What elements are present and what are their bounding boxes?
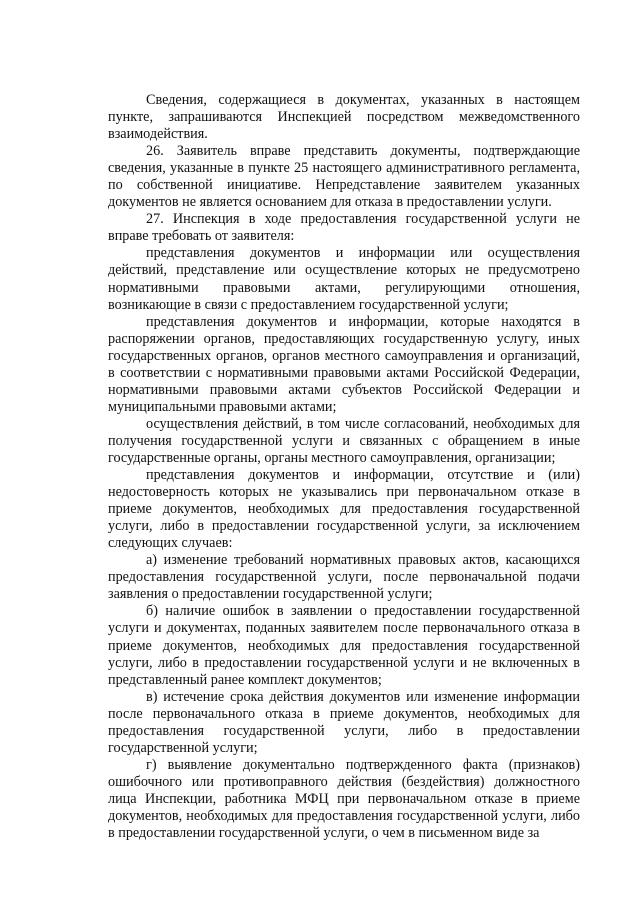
paragraph-27-item-4: представления документов и информации, отсутствие и (или) недостоверность которых не указывались при первоначальном отказе в приеме документов, необходимых для предоставления государственной услуги, либо в предоставлении государственной услуги, за исключением следующих случаев: (108, 467, 580, 552)
document-page (108, 92, 580, 842)
paragraph-27-item-3: осуществления действий, в том числе согласований, необходимых для получения государственной услуги и связанных с обращением в иные государственные органы, органы местного самоуправления, организации; (108, 415, 580, 466)
paragraph-case-v: в) истечение срока действия документов или изменение информации после первоначального отказа в приеме документов, необходимых для предоставления государственной услуги, либо в предоставлении государственной услуги; (108, 688, 580, 756)
paragraph-case-a: а) изменение требований нормативных правовых актов, касающихся предоставления государственной услуги, после первоначальной подачи заявления о предоставлении государственной услуги; (108, 552, 580, 603)
paragraph-27-item-2: представления документов и информации, которые находятся в распоряжении органов, предоставляющих государственную услугу, иных государственных органов, органов местного самоуправления и организаций, в соответствии с нормативными правовыми актами Российской Федерации, нормативными правовыми актами субъектов Российской Федерации и муниципальными правовыми актами; (108, 313, 580, 415)
paragraph-info-requested: Сведения, содержащиеся в документах, указанных в настоящем пункте, запрашиваются Инспекцией посредством межведомственного взаимодействия. (108, 92, 580, 143)
paragraph-27-item-1: представления документов и информации или осуществления действий, представление или осуществление которых не предусмотрено нормативными правовыми актами, регулирующими отношения, возникающие в связи с предоставлением государственной услуги; (108, 245, 580, 313)
paragraph-case-b: б) наличие ошибок в заявлении о предоставлении государственной услуги и документах, поданных заявителем после первоначального отказа в приеме документов, необходимых для предоставления государственной услуги, либо в предоставлении государственной услуги и не включенных в представленный ранее комплект документов; (108, 603, 580, 688)
paragraph-26: 26. Заявитель вправе представить документы, подтверждающие сведения, указанные в пункте 25 настоящего административного регламента, по собственной инициативе. Непредставление заявителем указанных документов не является основанием для отказа в предоставлении услуги. (108, 143, 580, 211)
paragraph-27: 27. Инспекция в ходе предоставления государственной услуги не вправе требовать от заявителя: (108, 211, 580, 245)
paragraph-case-g: г) выявление документально подтвержденного факта (признаков) ошибочного или противоправного действия (бездействия) должностного лица Инспекции, работника МФЦ при первоначальном отказе в приеме документов, необходимых для предоставления государственной услуги, либо в предоставлении государственной услуги, о чем в письменном виде за (108, 756, 580, 842)
